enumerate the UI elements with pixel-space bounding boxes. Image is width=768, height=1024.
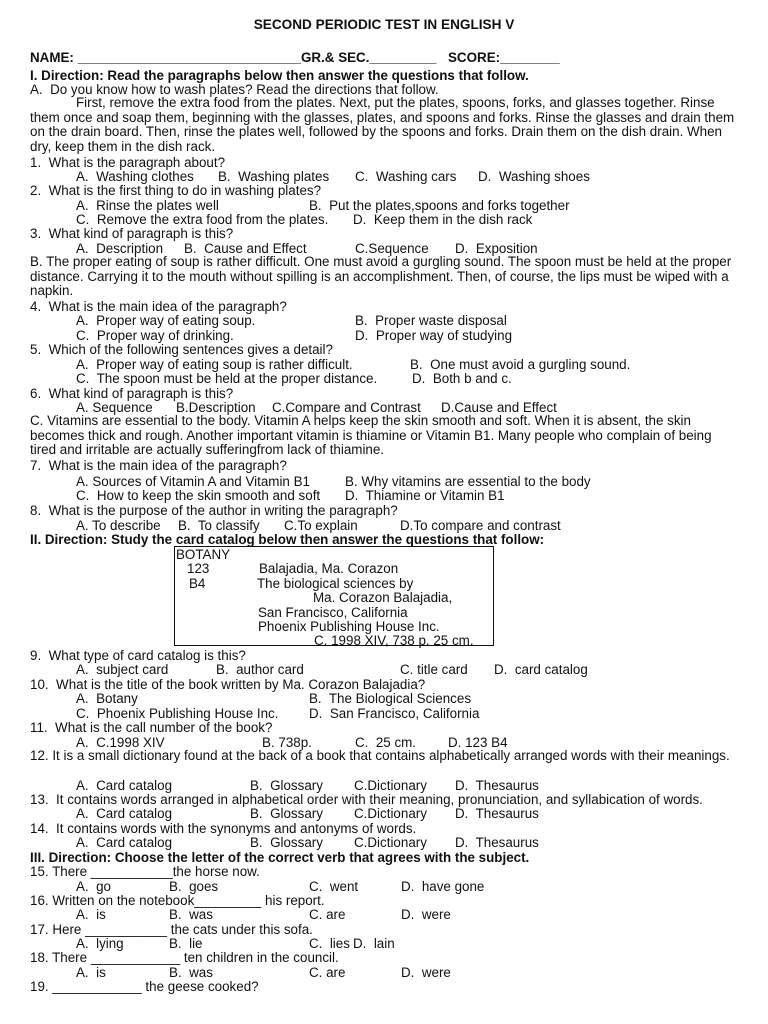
question-18: 18. There ____________ ten children in the council. <box>30 950 339 965</box>
q16-option-b: B. was <box>169 907 213 922</box>
part1-direction: I. Direction: Read the paragraphs below then answer the questions that follow. <box>30 68 529 83</box>
q1-option-a: A. Washing clothes <box>76 169 194 184</box>
question-12: 12. It is a small dictionary found at the back of a book that contains alphabetically arranged words with their meanings. <box>30 748 730 763</box>
q9-option-c: C. title card <box>400 662 468 677</box>
q9-option-d: D. card catalog <box>494 662 588 677</box>
q17-option-d: D. lain <box>353 936 395 951</box>
q12-option-d: D. Thesaurus <box>455 778 539 793</box>
q11-option-c: C. 25 cm. <box>355 735 417 750</box>
part2-direction: II. Direction: Study the card catalog below then answer the questions that follow: <box>30 532 545 547</box>
q16-option-d: D. were <box>401 907 451 922</box>
q7-option-d: D. Thiamine or Vitamin B1 <box>345 488 505 503</box>
q3-option-d: D. Exposition <box>455 241 538 256</box>
q10-option-c: C. Phoenix Publishing House Inc. <box>76 706 279 721</box>
test-title: SECOND PERIODIC TEST IN ENGLISH V <box>253 17 515 32</box>
q2-option-b: B. Put the plates,spoons and forks together <box>309 198 570 213</box>
q13-option-b: B. Glossary <box>250 806 323 821</box>
q10-option-d: D. San Francisco, California <box>309 706 480 721</box>
q15-option-a: A. go <box>76 879 111 894</box>
q1-option-c: C. Washing cars <box>355 169 457 184</box>
question-5: 5. Which of the following sentences gives a detail? <box>30 342 333 357</box>
q4-option-b: B. Proper waste disposal <box>355 313 507 328</box>
passage-b: B. The proper eating of soup is rather difficult. One must avoid a gurgling sound. The spoon must be held at the proper distance. Carrying it to the mouth without spilling is an accomplishment. Then, of course, the lips must be wiped with a napkin. <box>30 254 732 298</box>
passage-a: First, remove the extra food from the plates. Next, put the plates, spoons, forks, and glasses together. Rinse them once and soap them, beginning with the glasses, plates, and spoons and forks. Rinse the glasses and drain them on the drain board. Then, rinse the plates well, followed by the spoons and forks. Drain them on the dish drain. When dry, keep them in the dish rack. <box>30 95 735 154</box>
q8-option-c: C.To explain <box>284 518 358 533</box>
card-author: Balajadia, Ma. Corazon <box>259 561 399 576</box>
q18-option-b: B. was <box>169 965 213 980</box>
part3-direction: III. Direction: Choose the letter of the correct verb that agrees with the subject. <box>30 850 530 865</box>
q10-option-a: A. Botany <box>76 691 138 706</box>
q11-option-b: B. 738p. <box>262 735 312 750</box>
q11-option-a: A. C.1998 XIV <box>76 735 165 750</box>
q14-option-d: D. Thesaurus <box>455 835 539 850</box>
q15-option-b: B. goes <box>169 879 219 894</box>
q10-option-b: B. The Biological Sciences <box>309 691 472 706</box>
q8-option-d: D.To compare and contrast <box>400 518 561 533</box>
q16-option-c: C. are <box>309 907 346 922</box>
question-19: 19. ____________ the geese cooked? <box>30 979 259 994</box>
q12-option-c: C.Dictionary <box>354 778 427 793</box>
card-place: San Francisco, California <box>258 605 408 620</box>
q11-option-d: D. 123 B4 <box>448 735 508 750</box>
question-6: 6. What kind of paragraph is this? <box>30 386 234 401</box>
q15-option-c: C. went <box>309 879 359 894</box>
q6-option-a: A. Sequence <box>76 400 153 415</box>
q9-option-a: A. subject card <box>76 662 169 677</box>
q17-option-c: C. lies <box>309 936 350 951</box>
q3-option-b: B. Cause and Effect <box>184 241 307 256</box>
q14-option-c: C.Dictionary <box>354 835 427 850</box>
q17-option-a: A. lying <box>76 936 124 951</box>
grade-section-field: GR.& SEC._________ <box>301 50 437 65</box>
card-details: C. 1998 XIV, 738 p. 25 cm. <box>314 633 474 648</box>
q5-option-b: B. One must avoid a gurgling sound. <box>410 357 631 372</box>
q17-option-b: B. lie <box>169 936 203 951</box>
q5-option-c: C. The spoon must be held at the proper distance. <box>76 371 378 386</box>
q14-option-b: B. Glossary <box>250 835 323 850</box>
card-call-number-line1: 123 <box>187 561 210 576</box>
card-publisher: Phoenix Publishing House Inc. <box>258 619 440 634</box>
q8-option-b: B. To classify <box>178 518 260 533</box>
question-10: 10. What is the title of the book written by Ma. Corazon Balajadia? <box>30 677 426 692</box>
passage-a-prompt: A. Do you know how to wash plates? Read the directions that follow. <box>30 82 439 97</box>
question-17: 17. Here ___________ the cats under this sofa. <box>30 922 313 937</box>
card-title-line2: Ma. Corazon Balajadia, <box>313 590 453 605</box>
q7-option-a: A. Sources of Vitamin A and Vitamin B1 <box>76 474 310 489</box>
question-13: 13. It contains words arranged in alphabetical order with their meaning, pronunciation, and syllabication of words. <box>30 792 703 807</box>
card-subject: BOTANY <box>176 547 231 562</box>
q4-option-d: D. Proper way of studying <box>355 328 513 343</box>
q2-option-d: D. Keep them in the dish rack <box>353 212 533 227</box>
question-14: 14. It contains words with the synonyms and antonyms of words. <box>30 821 417 836</box>
q7-option-c: C. How to keep the skin smooth and soft <box>76 488 321 503</box>
question-11: 11. What is the call number of the book? <box>30 720 273 735</box>
q14-option-a: A. Card catalog <box>76 835 173 850</box>
question-8: 8. What is the purpose of the author in writing the paragraph? <box>30 503 398 518</box>
q18-option-d: D. were <box>401 965 451 980</box>
q6-option-b: B.Description <box>176 400 256 415</box>
score-field: SCORE:________ <box>448 50 560 65</box>
card-title-line1: The biological sciences by <box>257 576 414 591</box>
q8-option-a: A. To describe <box>76 518 161 533</box>
card-catalog <box>174 546 494 646</box>
q18-option-c: C. are <box>309 965 346 980</box>
q6-option-d: D.Cause and Effect <box>441 400 557 415</box>
q5-option-a: A. Proper way of eating soup is rather difficult. <box>76 357 353 372</box>
q1-option-b: B. Washing plates <box>218 169 330 184</box>
q4-option-c: C. Proper way of drinking. <box>76 328 234 343</box>
q13-option-c: C.Dictionary <box>354 806 427 821</box>
q4-option-a: A. Proper way of eating soup. <box>76 313 256 328</box>
q3-option-a: A. Description <box>76 241 164 256</box>
q7-option-b: B. Why vitamins are essential to the body <box>345 474 591 489</box>
q2-option-c: C. Remove the extra food from the plates. <box>76 212 329 227</box>
question-4: 4. What is the main idea of the paragraph? <box>30 299 287 314</box>
q13-option-d: D. Thesaurus <box>455 806 539 821</box>
question-2: 2. What is the first thing to do in washing plates? <box>30 183 322 198</box>
question-9: 9. What type of card catalog is this? <box>30 648 246 663</box>
q6-option-c: C.Compare and Contrast <box>272 400 421 415</box>
question-16: 16. Written on the notebook_________ his report. <box>30 893 325 908</box>
passage-c: C. Vitamins are essential to the body. Vitamin A helps keep the skin smooth and soft. When it is absent, the skin becomes thick and rough. Another important vitamin is thiamine or Vitamin B1. Many people who complain of being tired and irritable are actually sufferingfrom lack of thiamine. <box>30 413 712 457</box>
q1-option-d: D. Washing shoes <box>478 169 590 184</box>
q12-option-b: B. Glossary <box>250 778 323 793</box>
q18-option-a: A. is <box>76 965 106 980</box>
q15-option-d: D. have gone <box>401 879 485 894</box>
question-1: 1. What is the paragraph about? <box>30 155 226 170</box>
question-7: 7. What is the main idea of the paragraph? <box>30 458 287 473</box>
name-field: NAME: ______________________________ <box>30 50 302 65</box>
q5-option-d: D. Both b and c. <box>412 371 512 386</box>
q13-option-a: A. Card catalog <box>76 806 173 821</box>
question-15: 15. There ___________the horse now. <box>30 864 260 879</box>
q16-option-a: A. is <box>76 907 106 922</box>
q3-option-c: C.Sequence <box>355 241 429 256</box>
card-call-number-line2: B4 <box>189 576 206 591</box>
q2-option-a: A. Rinse the plates well <box>76 198 219 213</box>
q12-option-a: A. Card catalog <box>76 778 173 793</box>
q9-option-b: B. author card <box>216 662 304 677</box>
question-3: 3. What kind of paragraph is this? <box>30 226 234 241</box>
